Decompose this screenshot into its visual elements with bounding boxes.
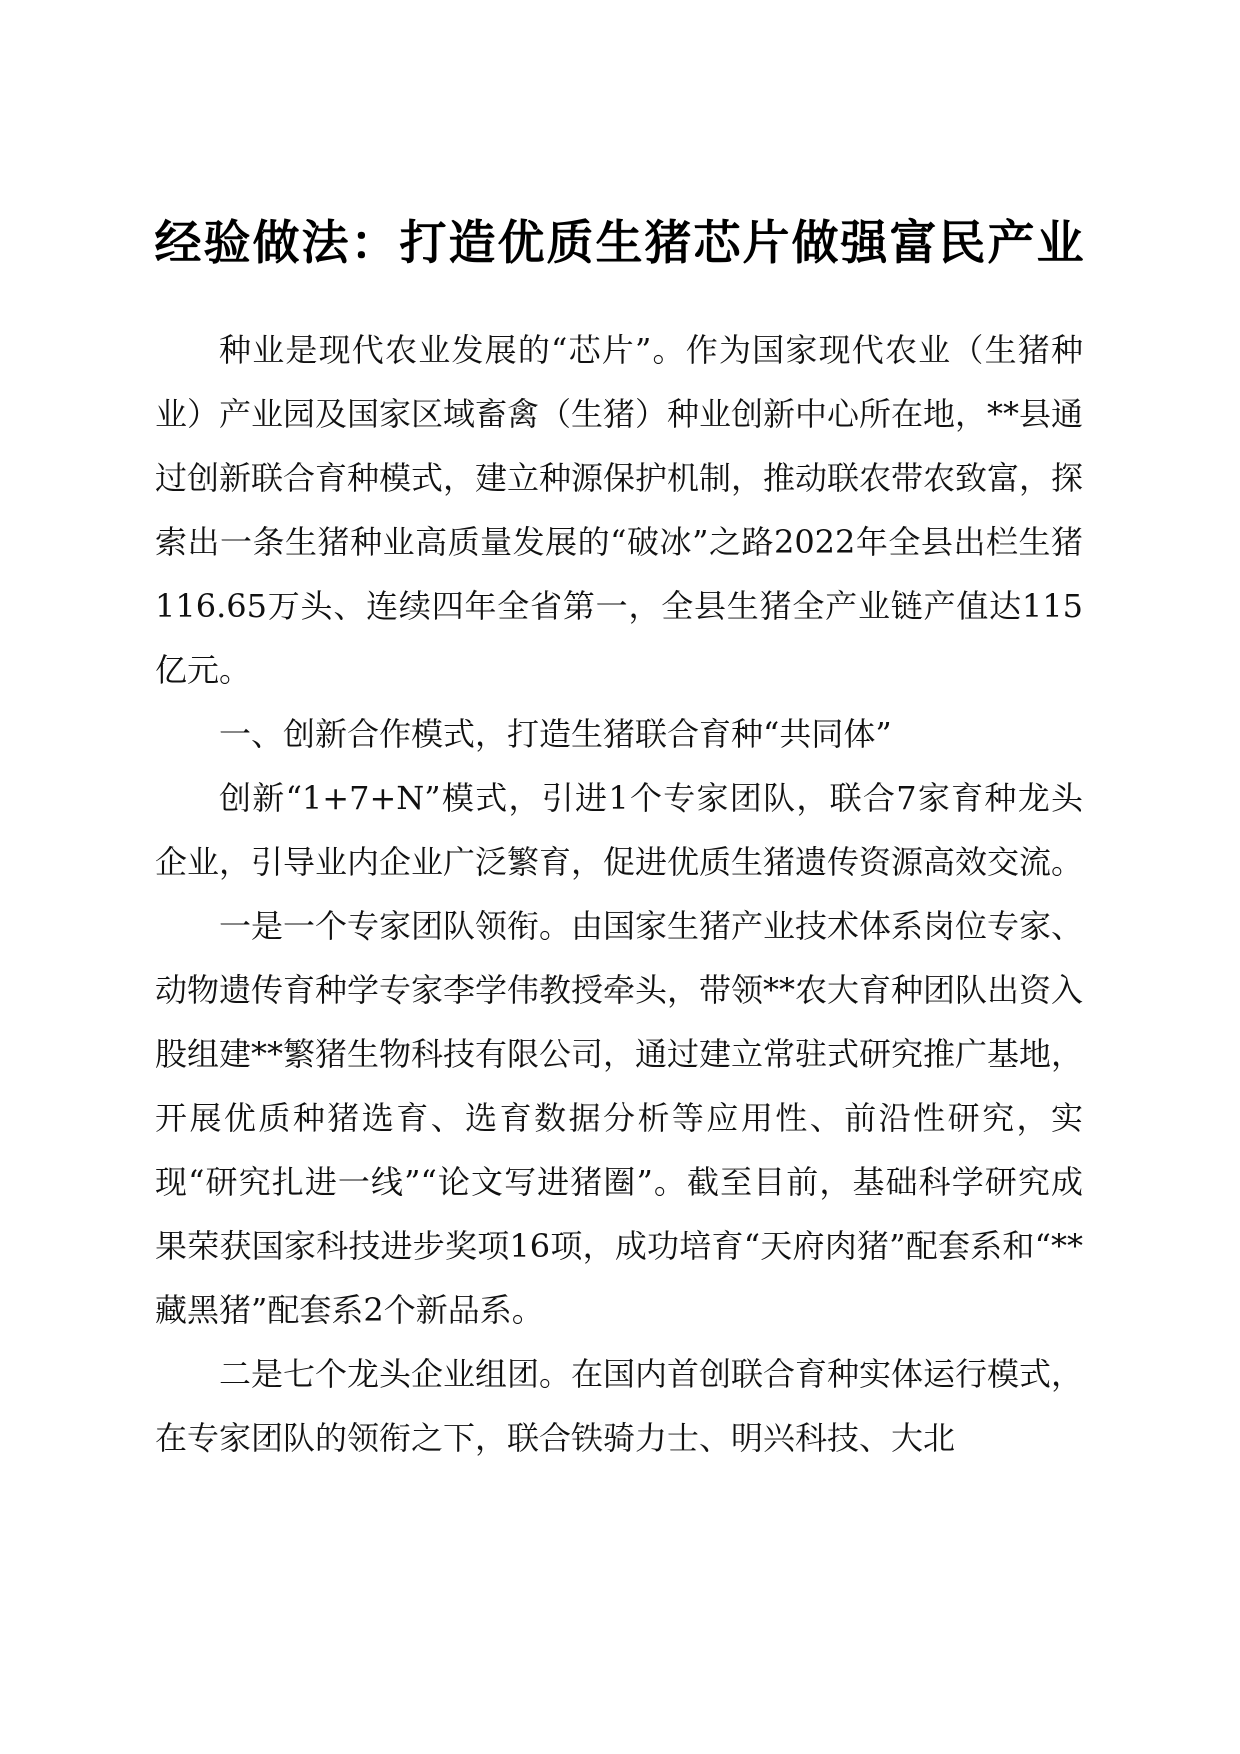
section-paragraph-3: 二是七个龙头企业组团。在国内首创联合育种实体运行模式，在专家团队的领衔之下，联合铁骑力士、明兴科技、大北 [155,1355,1084,1457]
section-paragraph-2: 一是一个专家团队领衔。由国家生猪产业技术体系岗位专家、动物遗传育种学专家李学伟教授牵头，带领**农大育种团队出资入股组建**繁猪生物科技有限公司，通过建立常驻式研究推广基地，开展优质种猪选育、选育数据分析等应用性、前沿性研究，实现“研究扎进一线”“论文写进猪圈”。截至目前，基础科学研究成果荣获国家科技进步奖项16项，成功培育“天府肉猪”配套系和“**藏黑猪”配套系2个新品系。 [155,907,1084,1329]
document-title: 经验做法：打造优质生猪芯片做强富民产业 [154,216,1086,271]
section-paragraph-1: 创新“1+7+N”模式，引进1个专家团队，联合7家育种龙头企业，引导业内企业广泛繁育，促进优质生猪遗传资源高效交流。 [155,779,1084,881]
intro-paragraph: 种业是现代农业发展的“芯片”。作为国家现代农业（生猪种业）产业园及国家区域畜禽（生猪）种业创新中心所在地，**县通过创新联合育种模式，建立种源保护机制，推动联农带农致富，探索出一条生猪种业高质量发展的“破冰”之路2022年全县出栏生猪116.65万头、连续四年全省第一，全县生猪全产业链产值达115亿元。 [155,331,1084,689]
section-heading-1: 一、创新合作模式，打造生猪联合育种“共同体” [219,715,892,753]
document-body [155,318,1083,1470]
